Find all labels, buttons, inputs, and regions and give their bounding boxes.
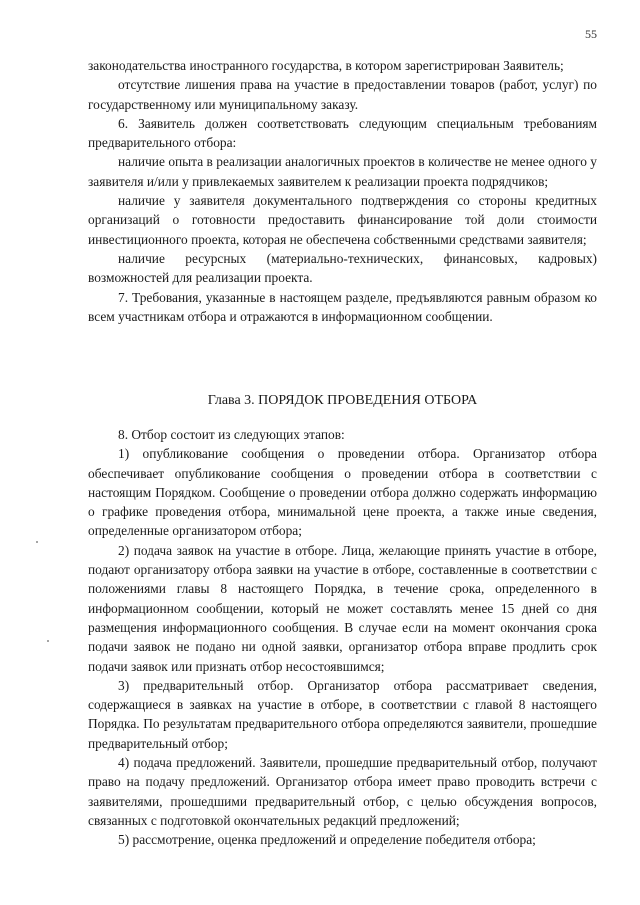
paragraph-stage-5-evaluation: 5) рассмотрение, оценка предложений и определение победителя отбора; — [118, 832, 536, 848]
chapter-heading: Глава 3. ПОРЯДОК ПРОВЕДЕНИЯ ОТБОРА — [207, 393, 478, 408]
paragraph-no-deprivation-of-rights: отсутствие лишения права на участие в предоставлении товаров (работ, услуг) по государственному или муниципальному заказу. — [88, 77, 597, 112]
page-number: 55 — [585, 27, 597, 41]
paragraph-stage-1-publication: 1) опубликование сообщения о проведении отбора. Организатор отбора обеспечивает опубликование сообщения о проведении отбора в соответствии с настоящим Порядком. Сообщение о проведении отбора должно содержать информацию о графике проведения отбора, минимальной цене проекта, а также иные сведения, определенные организатором отбора; — [88, 446, 597, 539]
paragraph-stage-2-applications: 2) подача заявок на участие в отборе. Лица, желающие принять участие в отборе, подают организатору отбора заявки на участие в отборе, составленные в соответствии с положениями главы 8 настоящего Порядка, в течение срока, определенного в информационном сообщении, который не может составлять менее 15 дней со дня размещения информационного сообщения. В случае если на момент окончания срока подачи заявок не подано ни одной заявки, организатор отбора вправе продлить срок подачи заявок или признать отбор несостоявшимся; — [88, 542, 597, 674]
scan-speck — [47, 640, 49, 642]
paragraph-experience-requirement: наличие опыта в реализации аналогичных проектов в количестве не менее одного у заявителя и/или у привлекаемых заявителем к реализации проекта подрядчиков; — [88, 154, 597, 189]
paragraph-stage-4-proposals: 4) подача предложений. Заявители, прошедшие предварительный отбор, получают право на подачу предложений. Организатор отбора имеет право проводить встречи с заявителями, прошедшими предварительный отбор, с целью обсуждения вопросов, связанных с подготовкой окончательных редакций предложений; — [88, 755, 597, 828]
paragraph-item-7-requirements: 7. Требования, указанные в настоящем разделе, предъявляются равным образом ко всем участникам отбора и отражаются в информационном сообщении. — [88, 289, 597, 324]
paragraph-item-8-stages: 8. Отбор состоит из следующих этапов: — [118, 427, 345, 442]
paragraph-financing-confirmation: наличие у заявителя документального подтверждения со стороны кредитных организаций о готовности предоставить финансирование той доли стоимости инвестиционного проекта, которая не обеспечена собственными средствами заявителя; — [88, 193, 597, 247]
bottom-text-block — [88, 425, 597, 850]
top-text-block — [88, 56, 597, 326]
scan-speck — [36, 541, 38, 543]
paragraph-legislation-continuation: законодательства иностранного государства, в котором зарегистрирован Заявитель; — [88, 58, 564, 73]
paragraph-item-6-special-requirements: 6. Заявитель должен соответствовать следующим специальным требованиям предварительного отбора: — [88, 115, 597, 151]
paragraph-resource-capabilities: наличие ресурсных (материально-технических, финансовых, кадровых) возможностей для реализации проекта. — [88, 250, 597, 286]
paragraph-stage-3-preliminary-selection: 3) предварительный отбор. Организатор отбора рассматривает сведения, содержащиеся в заявках на участие в отборе, в соответствии с главой 8 настоящего Порядка. По результатам предварительного отбора определяются заявители, прошедшие предварительный отбор; — [88, 677, 597, 751]
